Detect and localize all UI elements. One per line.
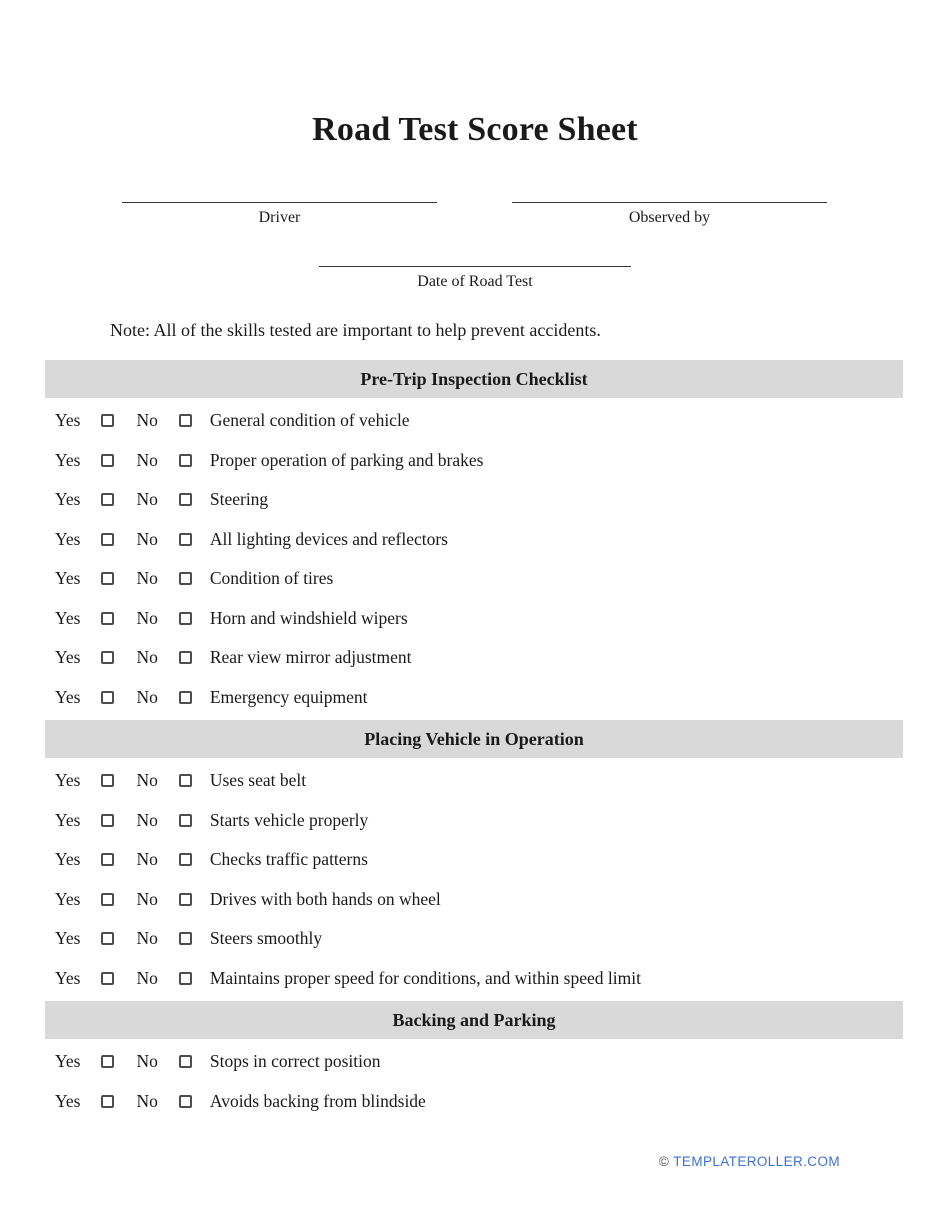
no-checkbox[interactable] — [179, 893, 192, 906]
no-checkbox[interactable] — [179, 493, 192, 506]
checklist-row — [0, 1082, 950, 1122]
checklist-row — [0, 1042, 950, 1082]
checklist-section — [0, 720, 950, 998]
no-label: No — [136, 770, 158, 791]
checklist-row — [0, 919, 950, 959]
checklist-sections — [0, 360, 950, 1121]
no-label: No — [136, 928, 158, 949]
driver-label: Driver — [258, 209, 301, 226]
item-label: Starts vehicle properly — [209, 809, 369, 830]
yes-label: Yes — [55, 1051, 81, 1072]
no-checkbox[interactable] — [179, 814, 192, 827]
no-label: No — [136, 888, 158, 909]
checklist-row — [0, 480, 950, 520]
no-label: No — [136, 967, 158, 988]
checklist-row — [0, 401, 950, 441]
no-label: No — [136, 647, 158, 668]
yes-checkbox[interactable] — [101, 853, 114, 866]
item-label: Steers smoothly — [209, 928, 323, 949]
copyright-symbol: © — [658, 1154, 670, 1169]
observed-by-signature-field — [512, 202, 827, 228]
item-label: General condition of vehicle — [209, 410, 410, 431]
checklist-row — [0, 520, 950, 560]
yes-label: Yes — [55, 809, 81, 830]
no-checkbox[interactable] — [179, 572, 192, 585]
date-of-road-test-field — [319, 266, 631, 292]
section-rows — [0, 401, 950, 717]
checklist-row — [0, 880, 950, 920]
no-label: No — [136, 1090, 158, 1111]
yes-checkbox[interactable] — [101, 1055, 114, 1068]
section-header-band — [45, 1001, 903, 1039]
section-rows — [0, 761, 950, 998]
checklist-row — [0, 678, 950, 718]
item-label: Drives with both hands on wheel — [209, 888, 441, 909]
yes-checkbox[interactable] — [101, 972, 114, 985]
observed-by-label: Observed by — [628, 209, 711, 226]
checklist-row — [0, 959, 950, 999]
yes-label: Yes — [55, 849, 81, 870]
yes-label: Yes — [55, 647, 81, 668]
item-label: Uses seat belt — [209, 770, 307, 791]
yes-label: Yes — [55, 528, 81, 549]
driver-signature-field — [122, 202, 437, 228]
item-label: Rear view mirror adjustment — [209, 647, 412, 668]
yes-checkbox[interactable] — [101, 932, 114, 945]
yes-checkbox[interactable] — [101, 572, 114, 585]
checklist-section — [0, 1001, 950, 1121]
item-label: Proper operation of parking and brakes — [209, 449, 484, 470]
checklist-row — [0, 599, 950, 639]
yes-checkbox[interactable] — [101, 814, 114, 827]
no-checkbox[interactable] — [179, 972, 192, 985]
checklist-row — [0, 638, 950, 678]
yes-label: Yes — [55, 888, 81, 909]
no-label: No — [136, 449, 158, 470]
section-header-band — [45, 720, 903, 758]
signature-row — [122, 202, 827, 228]
no-checkbox[interactable] — [179, 774, 192, 787]
driver-signature-line[interactable] — [122, 202, 437, 203]
checklist-section — [0, 360, 950, 717]
item-label: Steering — [209, 489, 269, 510]
no-label: No — [136, 528, 158, 549]
item-label: Checks traffic patterns — [209, 849, 368, 870]
checklist-row — [0, 801, 950, 841]
yes-checkbox[interactable] — [101, 454, 114, 467]
no-label: No — [136, 809, 158, 830]
no-checkbox[interactable] — [179, 533, 192, 546]
item-label: Maintains proper speed for conditions, and within speed limit — [209, 967, 641, 988]
section-title: Backing and Parking — [392, 1009, 556, 1030]
checklist-row — [0, 840, 950, 880]
item-label: Avoids backing from blindside — [209, 1090, 426, 1111]
yes-label: Yes — [55, 449, 81, 470]
no-checkbox[interactable] — [179, 932, 192, 945]
checklist-row — [0, 761, 950, 801]
yes-checkbox[interactable] — [101, 612, 114, 625]
no-checkbox[interactable] — [179, 1095, 192, 1108]
yes-checkbox[interactable] — [101, 493, 114, 506]
yes-checkbox[interactable] — [101, 1095, 114, 1108]
section-rows — [0, 1042, 950, 1121]
item-label: Condition of tires — [209, 568, 334, 589]
no-label: No — [136, 568, 158, 589]
yes-label: Yes — [55, 770, 81, 791]
footer — [659, 1154, 840, 1169]
date-of-road-test-label: Date of Road Test — [417, 273, 533, 290]
item-label: Horn and windshield wipers — [209, 607, 408, 628]
yes-label: Yes — [55, 568, 81, 589]
no-checkbox[interactable] — [179, 414, 192, 427]
yes-checkbox[interactable] — [101, 651, 114, 664]
yes-label: Yes — [55, 489, 81, 510]
no-checkbox[interactable] — [179, 612, 192, 625]
yes-label: Yes — [55, 928, 81, 949]
yes-label: Yes — [55, 686, 81, 707]
no-label: No — [136, 607, 158, 628]
item-label: Emergency equipment — [209, 686, 368, 707]
item-label: All lighting devices and reflectors — [209, 528, 448, 549]
observed-by-signature-line[interactable] — [512, 202, 827, 203]
checklist-row — [0, 441, 950, 481]
no-label: No — [136, 686, 158, 707]
no-label: No — [136, 489, 158, 510]
yes-checkbox[interactable] — [101, 533, 114, 546]
no-checkbox[interactable] — [179, 853, 192, 866]
yes-label: Yes — [55, 607, 81, 628]
yes-checkbox[interactable] — [101, 691, 114, 704]
yes-label: Yes — [55, 967, 81, 988]
yes-label: Yes — [55, 410, 81, 431]
section-title: Placing Vehicle in Operation — [364, 728, 584, 749]
section-title: Pre-Trip Inspection Checklist — [360, 368, 588, 389]
item-label: Stops in correct position — [209, 1051, 381, 1072]
no-label: No — [136, 1051, 158, 1072]
note-text: Note: All of the skills tested are important to help prevent accidents. — [110, 320, 601, 340]
section-header-band — [45, 360, 903, 398]
no-label: No — [136, 849, 158, 870]
yes-checkbox[interactable] — [101, 893, 114, 906]
page-title: Road Test Score Sheet — [312, 111, 638, 148]
date-of-road-test-line[interactable] — [319, 266, 631, 267]
templateroller-link[interactable]: TEMPLATEROLLER.COM — [673, 1154, 840, 1169]
no-checkbox[interactable] — [179, 691, 192, 704]
yes-label: Yes — [55, 1090, 81, 1111]
yes-checkbox[interactable] — [101, 414, 114, 427]
no-label: No — [136, 410, 158, 431]
no-checkbox[interactable] — [179, 1055, 192, 1068]
checklist-row — [0, 559, 950, 599]
no-checkbox[interactable] — [179, 651, 192, 664]
no-checkbox[interactable] — [179, 454, 192, 467]
yes-checkbox[interactable] — [101, 774, 114, 787]
